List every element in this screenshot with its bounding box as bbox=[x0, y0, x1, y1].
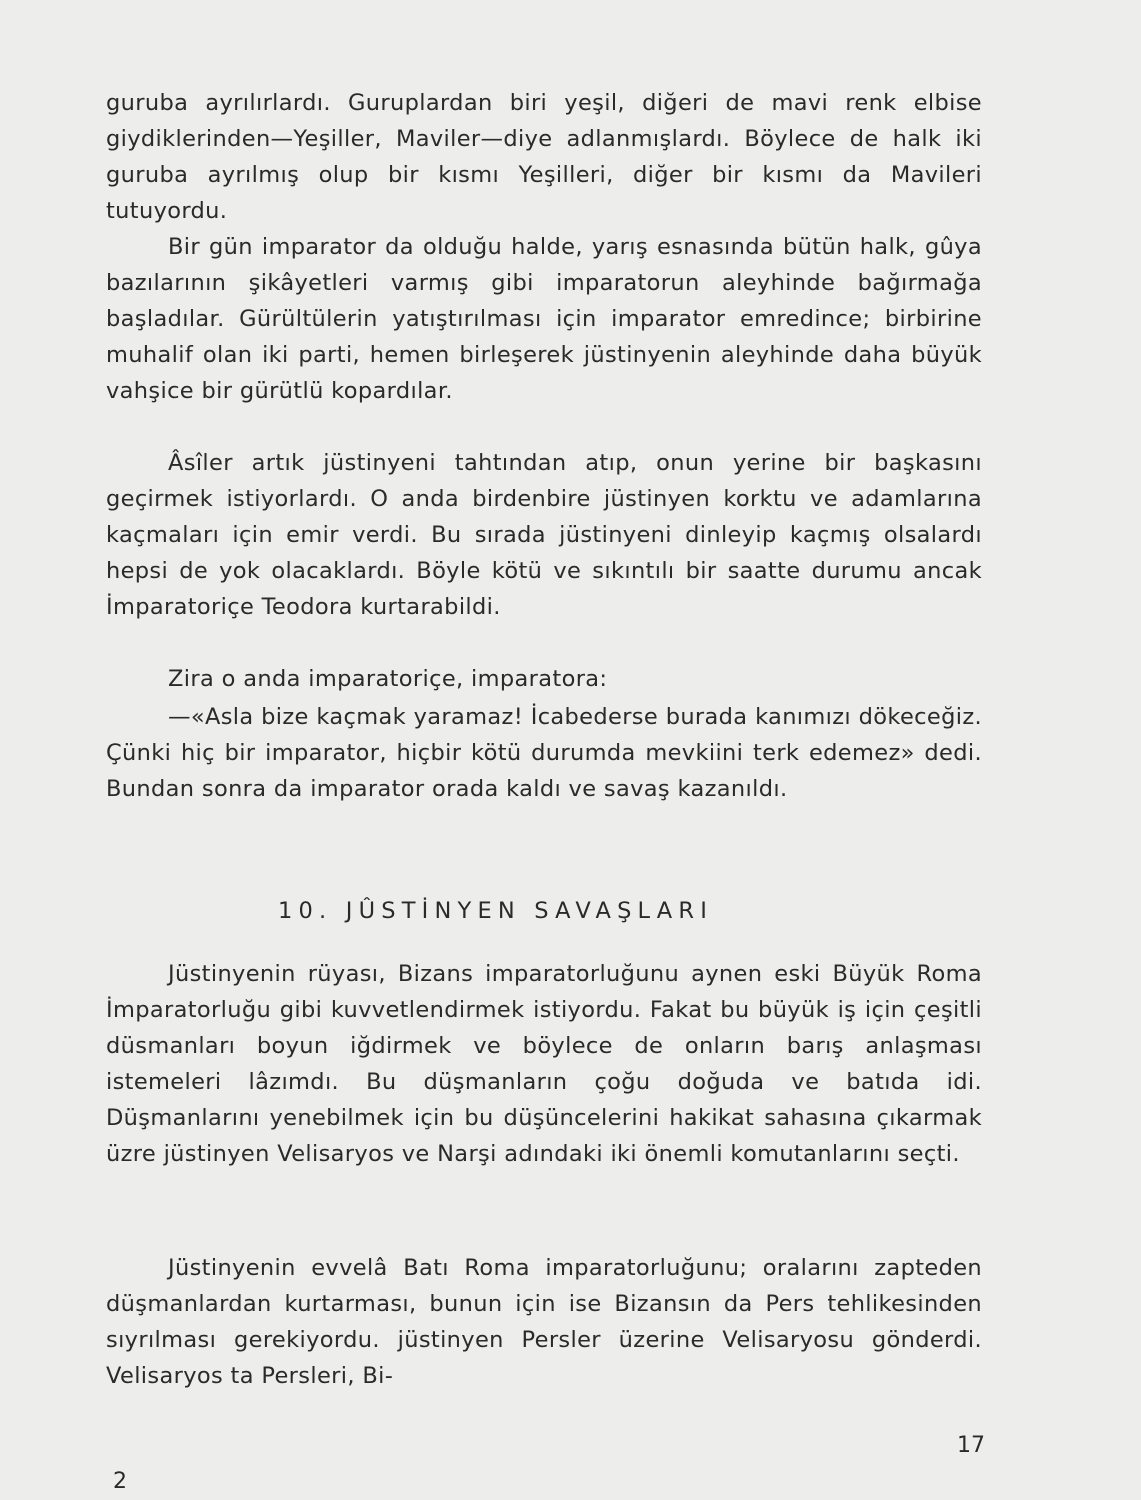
signature-mark: 2 bbox=[113, 1469, 127, 1494]
section-heading: 10. JÛSTİNYEN SAVAŞLARI bbox=[278, 898, 714, 924]
paragraph-2: Bir gün imparator da olduğu halde, yarış esnasında bütün halk, gûya bazılarının şikâyetleri varmış gibi imparatorun aleyhinde bağırmağa başladılar. Gürültülerin yatıştırılması için imparator emredince; birbirine muhalif olan iki parti, hemen birleşerek jüstinyenin aleyhinde daha büyük vahşice bir gürütlü kopardılar. bbox=[106, 234, 982, 404]
paragraph-1: guruba ayrılırlardı. Guruplardan biri yeşil, diğeri de mavi renk elbise giydiklerinden—Yeşiller, Maviler—diye adlanmışlardı. Böylece de halk iki guruba ayrılmış olup bir kısmı Yeşilleri, diğer bir kısmı da Mavileri tutuyordu. bbox=[106, 90, 982, 224]
paragraph-4: Zira o anda imparatoriçe, imparatora: bbox=[168, 666, 608, 692]
page-number: 17 bbox=[957, 1433, 985, 1458]
paragraph-6: Jüstinyenin rüyası, Bizans imparatorluğunu aynen eski Büyük Roma İmparatorluğu gibi kuvvetlendirmek istiyordu. Fakat bu büyük iş için çeşitli düsmanları boyun iğdirmek ve böylece de onların barış anlaşması istemeleri lâzımdı. Bu düşmanların çoğu doğuda ve batıda idi. Düşmanlarını yenebilmek için bu düşüncelerini hakikat sahasına çıkarmak üzre jüstinyen Velisaryos ve Narşi adındaki iki önemli komutanlarını seçti. bbox=[106, 961, 982, 1167]
paragraph-7: Jüstinyenin evvelâ Batı Roma imparatorluğunu; oralarını zapteden düşmanlardan kurtarması, bunun için ise Bizansın da Pers tehlikesinden sıyrılması gerekiyordu. jüstinyen Persler üzerine Velisaryosu gönderdi. Velisaryos ta Persleri, Bi- bbox=[106, 1255, 982, 1389]
paragraph-3: Âsîler artık jüstinyeni tahtından atıp, onun yerine bir başkasını geçirmek istiyorlardı. O anda birdenbire jüstinyen korktu ve adamlarına kaçmaları için emir verdi. Bu sırada jüstinyeni dinleyip kaçmış olsalardı hepsi de yok olacaklardı. Böyle kötü ve sıkıntılı bir saatte durumu ancak İmparatoriçe Teodora kurtarabildi. bbox=[106, 450, 982, 620]
paragraph-5: —«Asla bize kaçmak yaramaz! İcabederse burada kanımızı dökeceğiz. Çünki hiç bir imparator, hiçbir kötü durumda mevkiini terk edemez» dedi. Bundan sonra da imparator orada kaldı ve savaş kazanıldı. bbox=[106, 704, 982, 802]
